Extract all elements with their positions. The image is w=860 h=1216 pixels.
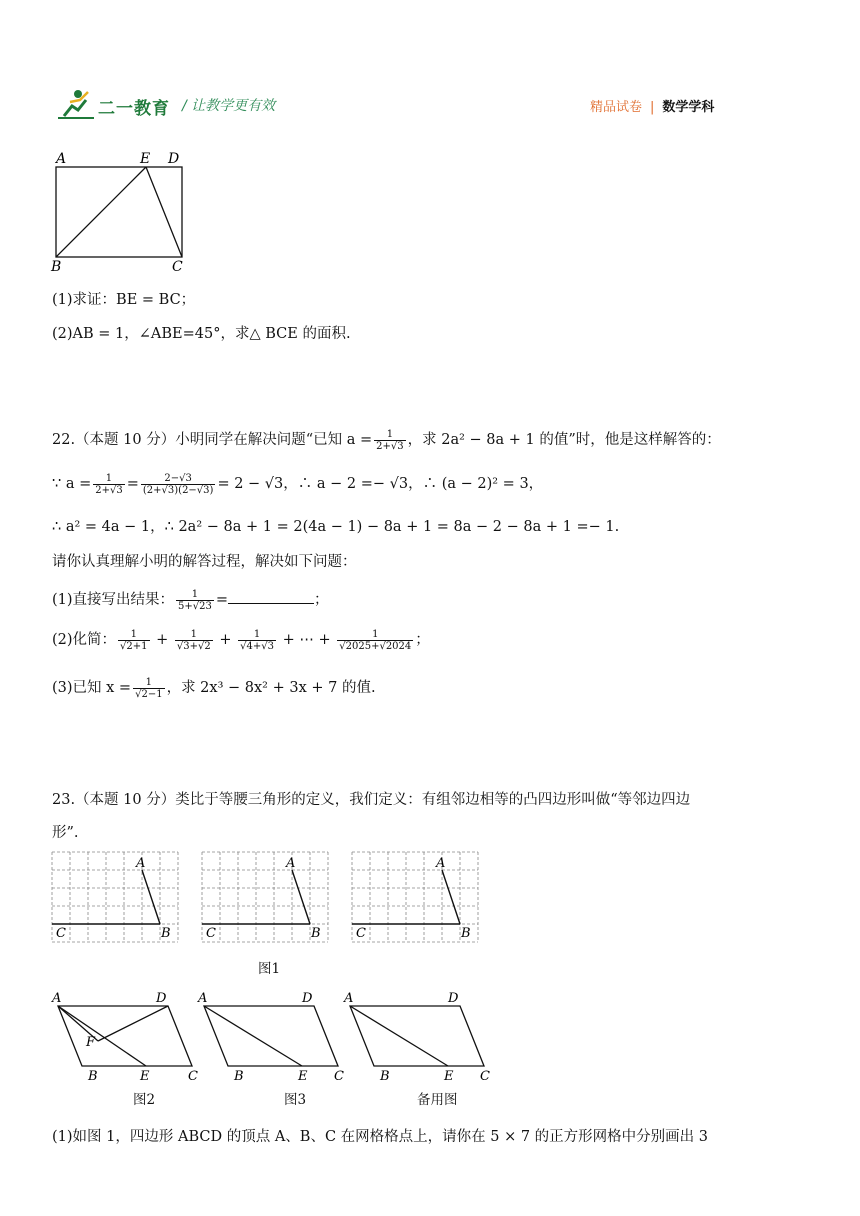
fig2-label-e: E — [140, 1069, 150, 1084]
part2-a: (2)化简： — [52, 632, 117, 648]
line1-eq: = — [126, 476, 139, 492]
part3-b: ，求 2x³ − 8x² + 3x + 7 的值. — [166, 680, 376, 696]
fig2-label-d: D — [156, 991, 167, 1006]
part2-term2 — [175, 629, 213, 652]
q23-intro-line1: 23.（本题 10 分）类比于等腰三角形的定义，我们定义：有组邻边相等的凸四边形叫做“等邻边四边 — [52, 792, 691, 808]
fig3-label-a: A — [198, 991, 208, 1006]
segment-ab — [142, 870, 160, 924]
line1-fraction1 — [93, 473, 124, 496]
fig2-label-c: C — [188, 1069, 198, 1084]
part1-fraction — [176, 589, 214, 612]
parallelogram-figures — [48, 988, 508, 1088]
grid-label-a: A — [286, 856, 296, 871]
q22-part2: (2)化简： $\frac{1}{√2+1}$ + $\frac{1}{√3+√2}$ + $\frac{1}{√4+√3}$ + ⋯ + $\frac{1}{√2025+√2024}$ ； — [52, 628, 430, 652]
fig4-label-c: C — [480, 1069, 490, 1084]
fraction-numerator: 1 — [176, 589, 214, 601]
grid-figure-2 — [202, 852, 328, 942]
grid-figure-3 — [352, 852, 478, 942]
fraction-denominator: √4+√3 — [240, 640, 274, 652]
segment-ab — [442, 870, 460, 924]
rectangle-abcd — [56, 167, 182, 257]
logo-icon — [56, 88, 96, 120]
fig3-parallelogram — [197, 991, 344, 1084]
fig4-caption: 备用图 — [417, 1092, 458, 1108]
segment-be — [56, 167, 146, 257]
segment-ab — [292, 870, 310, 924]
fig3-caption: 图3 — [284, 1092, 307, 1108]
fig3-label-b: B — [234, 1069, 244, 1084]
fraction-denominator: √2025+√2024 — [339, 640, 412, 652]
fraction-denominator: 2+√3 — [95, 484, 123, 496]
part1-eq: = — [215, 592, 229, 608]
q23-intro-line2: 形”. — [52, 825, 79, 841]
label-c: C — [172, 259, 183, 275]
fraction-denominator: (2+√3)(2−√3) — [142, 484, 214, 496]
part2-last-term — [337, 629, 413, 652]
q22-part3 — [52, 676, 376, 700]
fig2-label-b: B — [88, 1069, 98, 1084]
fraction-denominator: √3+√2 — [176, 640, 211, 652]
q22-intro-a: 22.（本题 10 分）小明同学在解决问题“已知 a = — [52, 432, 373, 448]
part2-end: ； — [415, 632, 430, 648]
q21-part1: (1)求证：BE = BC； — [52, 292, 196, 308]
q23-part1: (1)如图 1，四边形 ABCD 的顶点 A、B、C 在网格格点上，请你在 5 × 7 的正方形网格中分别画出 3 — [52, 1129, 709, 1145]
part1-a: (1)直接写出结果： — [52, 592, 175, 608]
grid-label-c: C — [206, 926, 216, 941]
grid-label-c: C — [356, 926, 366, 941]
grid-label-b: B — [461, 926, 471, 941]
part3-a: (3)已知 x = — [52, 680, 132, 696]
fraction-denominator: 2+√3 — [376, 440, 404, 452]
line1-fraction2 — [141, 473, 216, 496]
fig4-label-a: A — [344, 991, 354, 1006]
label-b: B — [51, 259, 62, 275]
tag-premium: 精品试卷 — [590, 100, 643, 115]
fig3-label-d: D — [302, 991, 313, 1006]
fig4-label-d: D — [448, 991, 459, 1006]
grid-label-b: B — [161, 926, 171, 941]
part2-term1 — [118, 629, 149, 652]
header-tags: 精品试卷 | 数学学科 — [590, 100, 715, 115]
segment-ec — [146, 167, 182, 257]
fig3-label-e: E — [298, 1069, 308, 1084]
fraction-numerator: 1 — [133, 677, 164, 689]
grid-label-a: A — [136, 856, 146, 871]
line1-a: ∵ a = — [52, 476, 92, 492]
q21-figure — [48, 150, 198, 275]
part2-term3 — [238, 629, 276, 652]
grid-figure-1 — [52, 852, 178, 942]
fig4-label-e: E — [444, 1069, 454, 1084]
fig1-caption: 图1 — [258, 961, 281, 977]
fraction-numerator: 1 — [118, 629, 149, 641]
fraction-numerator: 1 — [238, 629, 276, 641]
q22-intro-fraction — [374, 429, 405, 452]
part1-end: ； — [314, 592, 329, 608]
fraction-numerator: 1 — [374, 429, 405, 441]
fraction-numerator: 1 — [93, 473, 124, 485]
brand-slogan: / 让教学更有效 — [182, 98, 276, 114]
fig4-parallelogram — [343, 991, 490, 1084]
grid-label-b: B — [311, 926, 321, 941]
fig4-label-b: B — [380, 1069, 390, 1084]
label-a: A — [56, 151, 67, 167]
q22-solution-line1 — [52, 472, 543, 496]
fraction-denominator: 5+√23 — [178, 600, 212, 612]
q21-part2: (2)AB = 1，∠ABE=45°，求△ BCE 的面积. — [52, 326, 351, 342]
brand-name: 二一教育 — [98, 99, 170, 119]
fig2-label-a: A — [52, 991, 62, 1006]
grid-label-a: A — [436, 856, 446, 871]
fig2-label-f: F — [86, 1035, 96, 1050]
q22-solution-line2: ∴ a² = 4a − 1，∴ 2a² − 8a + 1 = 2(4a − 1) − 8a + 1 = 8a − 2 − 8a + 1 =− 1. — [52, 519, 620, 535]
fig3-label-c: C — [334, 1069, 344, 1084]
q22-intro — [52, 428, 721, 452]
fig1-grids — [50, 850, 490, 950]
fraction-numerator: 2−√3 — [141, 473, 216, 485]
label-d: D — [168, 151, 180, 167]
fraction-numerator: 1 — [337, 629, 413, 641]
label-e: E — [140, 151, 151, 167]
fraction-denominator: √2−1 — [135, 688, 163, 700]
fig2-caption: 图2 — [133, 1092, 156, 1108]
q22-part1 — [52, 588, 329, 612]
part3-fraction — [133, 677, 164, 700]
part2-dots: + ⋯ + — [282, 632, 331, 648]
fraction-denominator: √2+1 — [120, 640, 148, 652]
q22-intro-b: ，求 2a² − 8a + 1 的值”时，他是这样解答的： — [407, 432, 721, 448]
answer-blank — [228, 591, 314, 604]
line1-b: = 2 − √3，∴ a − 2 =− √3，∴ (a − 2)² = 3， — [217, 476, 544, 492]
fig2-parallelogram — [51, 991, 198, 1084]
tag-subject: 数学学科 — [662, 100, 715, 115]
fraction-numerator: 1 — [175, 629, 213, 641]
q22-instruction: 请你认真理解小明的解答过程，解决如下问题： — [52, 554, 357, 570]
grid-label-c: C — [56, 926, 66, 941]
